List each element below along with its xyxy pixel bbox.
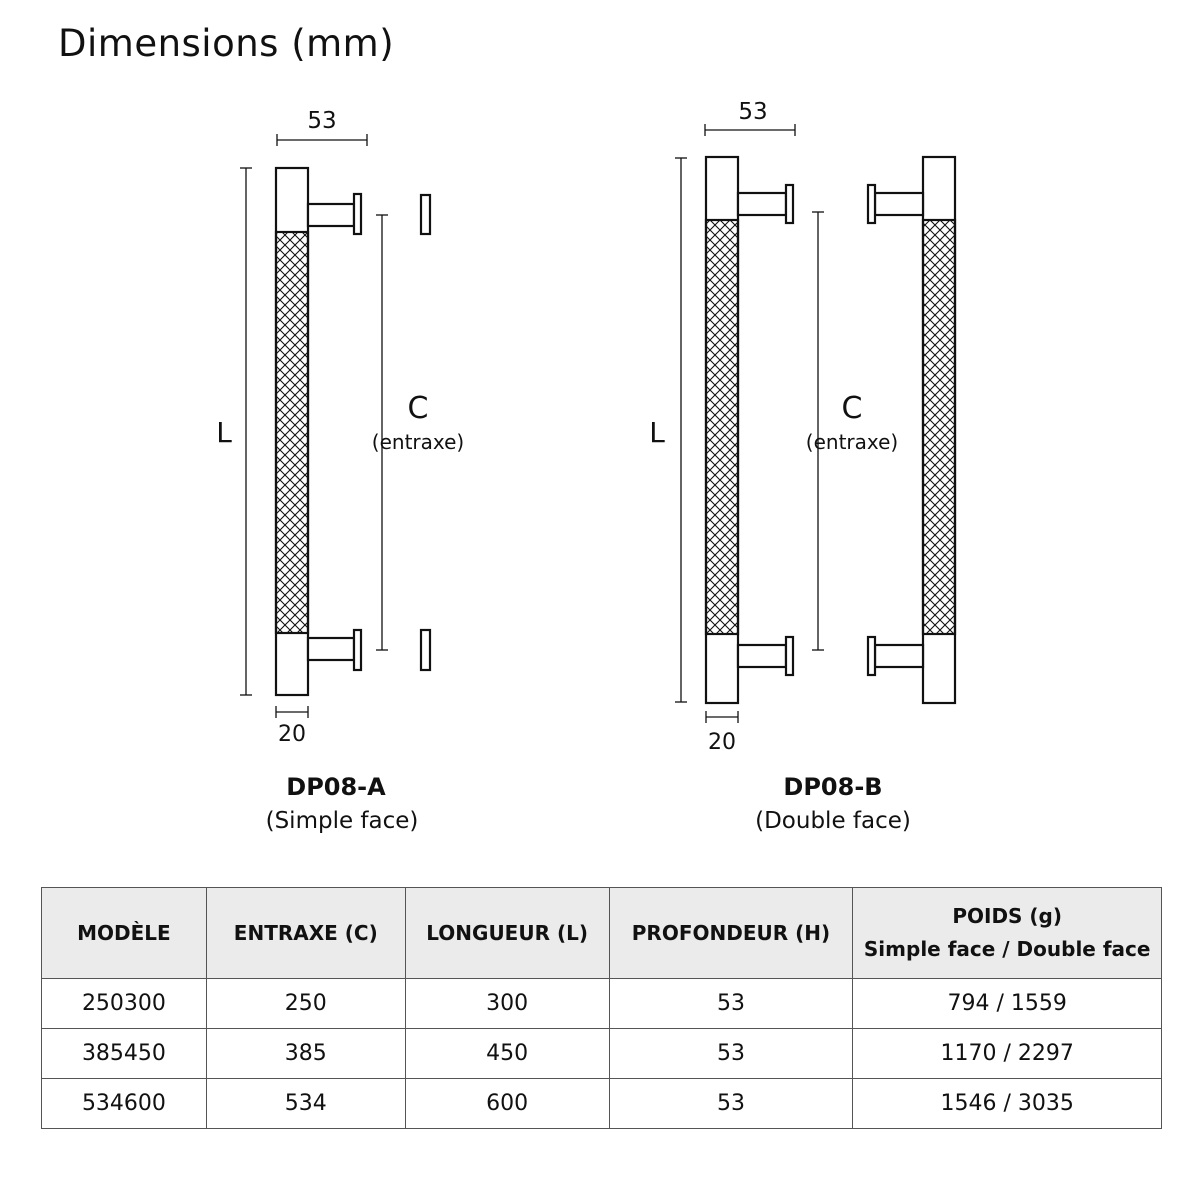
width-label-dp08-b: 53 <box>738 99 768 125</box>
table-row <box>42 1029 1162 1079</box>
length-label-dp08-a: L <box>216 416 232 449</box>
cell-weight: 1546 / 3035 <box>853 1079 1162 1129</box>
spacing-label-dp08-b: C <box>841 391 863 426</box>
cell-weight: 794 / 1559 <box>853 979 1162 1029</box>
variant-subtitle-a: (Simple face) <box>265 808 419 834</box>
length-label-dp08-b: L <box>649 416 665 449</box>
cell-length: 300 <box>405 979 609 1029</box>
cell-spacing: 250 <box>206 979 405 1029</box>
spacing-sublabel-dp08-b: (entraxe) <box>805 430 899 454</box>
knurled-grip <box>923 220 955 634</box>
header-depth: PROFONDEUR (H) <box>609 888 853 979</box>
table-row <box>42 979 1162 1029</box>
cell-model: 250300 <box>42 979 207 1029</box>
specifications-table <box>41 887 1162 1129</box>
cell-length: 450 <box>405 1029 609 1079</box>
cell-depth: 53 <box>609 1079 853 1129</box>
header-weight <box>853 888 1162 979</box>
handle-dp08-b-left <box>706 157 793 703</box>
page-title: Dimensions (mm) <box>58 22 395 65</box>
table-row <box>42 1079 1162 1129</box>
knurled-grip <box>276 232 308 633</box>
width-label-dp08-a: 53 <box>307 108 337 134</box>
bar-label-dp08-a: 20 <box>278 722 306 747</box>
cell-weight: 1170 / 2297 <box>853 1029 1162 1079</box>
table-header-row <box>42 888 1162 979</box>
variant-code-b: DP08-B <box>783 773 883 801</box>
cell-depth: 53 <box>609 1029 853 1079</box>
header-spacing: ENTRAXE (C) <box>206 888 405 979</box>
knurled-grip <box>706 220 738 634</box>
cell-model: 385450 <box>42 1029 207 1079</box>
variant-subtitle-b: (Double face) <box>755 808 911 834</box>
cell-spacing: 534 <box>206 1079 405 1129</box>
cell-spacing: 385 <box>206 1029 405 1079</box>
header-length: LONGUEUR (L) <box>405 888 609 979</box>
header-model: MODÈLE <box>42 888 207 979</box>
variant-code-a: DP08-A <box>286 773 386 801</box>
cell-depth: 53 <box>609 979 853 1029</box>
header-weight-title: POIDS (g) <box>952 904 1063 928</box>
spacing-label-dp08-a: C <box>407 391 429 426</box>
cell-length: 600 <box>405 1079 609 1129</box>
bar-label-dp08-b: 20 <box>708 730 736 755</box>
cell-model: 534600 <box>42 1079 207 1129</box>
header-weight-subtitle: Simple face / Double face <box>863 937 1151 961</box>
spacing-sublabel-dp08-a: (entraxe) <box>371 430 465 454</box>
